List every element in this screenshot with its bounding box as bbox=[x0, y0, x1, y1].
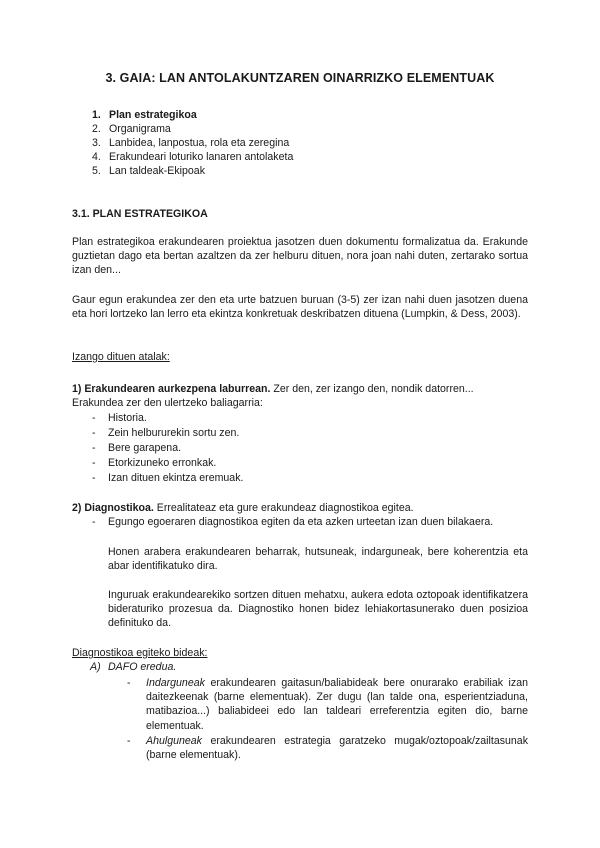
topic-number: 5. bbox=[92, 165, 101, 177]
topic-label: Organigrama bbox=[109, 123, 171, 135]
item-heading-bold: 1) Erakundearen aurkezpena laburrean. bbox=[72, 383, 271, 395]
dash-marker: - bbox=[127, 735, 131, 747]
page-title: 3. GAIA: LAN ANTOLAKUNTZAREN OINARRIZKO ELEMENTUAK bbox=[105, 71, 495, 85]
paragraph: Honen arabera erakundearen beharrak, hutsuneak, indarguneak, bere koherentzia eta abar identifikatuko dira. bbox=[108, 546, 528, 573]
topic-number: 1. bbox=[92, 109, 101, 121]
item-heading bbox=[72, 382, 474, 396]
item-heading-text: Zer den, zer izango den, nondik datorren... bbox=[270, 383, 474, 395]
subheading-bideak: Diagnostikoa egiteko bideak: bbox=[72, 647, 208, 659]
topic-label: Lan taldeak-Ekipoak bbox=[109, 165, 205, 177]
dash-marker: - bbox=[92, 442, 96, 454]
list-item: Egungo egoeraren diagnostikoa egiten da eta azken urteetan izan duen bilakaera. bbox=[108, 516, 494, 528]
topic-number: 2. bbox=[92, 123, 101, 135]
topic-number: 4. bbox=[92, 151, 101, 163]
dafo-text: erakundearen estrategia garatzeko mugak/oztopoak/zailtasunak (barne elementuak). bbox=[146, 735, 528, 762]
paragraph: Inguruak erakundearekiko sortzen dituen mehatxu, aukera edota oztopoak identifikatzera bideraturiko prozesua da. Diagnostiko honen bidez lehiakortasunerako duen posizioa definituko da. bbox=[108, 589, 528, 630]
item-subline: Erakundea zer den ulertzeko baliagarria: bbox=[72, 397, 263, 409]
topic-label: Erakundeari loturiko lanaren antolaketa bbox=[109, 151, 294, 163]
paragraph: Gaur egun erakundea zer den eta urte batzuen buruan (3-5) zer izan nahi duen jasotzen duena eta hori lortzeko lan lerro eta ekintza konkretuak deskribatzen dituena (Lumpkin, & Dess, 2003). bbox=[72, 294, 528, 321]
list-item: Etorkizuneko erronkak. bbox=[108, 457, 217, 469]
dafo-item bbox=[146, 676, 528, 733]
list-item: Izan dituen ekintza eremuak. bbox=[108, 472, 244, 484]
list-item: Historia. bbox=[108, 412, 147, 424]
dafo-item bbox=[146, 734, 528, 762]
dafo-term: Indarguneak bbox=[146, 677, 205, 689]
section-heading: 3.1. PLAN ESTRATEGIKOA bbox=[72, 208, 208, 220]
paragraph: Plan estrategikoa erakundearen proiektua jasotzen duen dokumentu formalizatua da. Erakunde guztietan dago eta bertan azaltzen da zer helburu dituen, nora joan nahi duten, zertarako sortua izan den... bbox=[72, 236, 528, 277]
dash-marker: - bbox=[92, 472, 96, 484]
list-item: Bere garapena. bbox=[108, 442, 182, 454]
dafo-term: Ahulguneak bbox=[146, 735, 202, 747]
item-heading-text: Errealitateaz eta gure erakundeaz diagnostikoa egitea. bbox=[153, 502, 414, 514]
topic-label: Lanbidea, lanpostua, rola eta zeregina bbox=[109, 137, 290, 149]
dash-marker: - bbox=[92, 412, 96, 424]
topic-number: 3. bbox=[92, 137, 101, 149]
dafo-text: erakundearen gaitasun/baliabideak bere onurarako erabiliak izan daitezkeenak (barne elementuak). Zer dugu (lan talde ona, esperientziaduna, matibazioa...) baliabideei edo lan taldeari erreferentzia egiten dio, barne elementuak. bbox=[146, 677, 528, 732]
topic-label: Plan estrategikoa bbox=[109, 109, 197, 121]
dash-marker: - bbox=[127, 677, 131, 689]
list-item: Zein helbururekin sortu zen. bbox=[108, 427, 240, 439]
dafo-title: DAFO eredua. bbox=[108, 661, 177, 673]
dash-marker: - bbox=[92, 427, 96, 439]
dash-marker: - bbox=[92, 516, 96, 528]
item-heading bbox=[72, 501, 414, 515]
item-heading-bold: 2) Diagnostikoa. bbox=[72, 502, 154, 514]
subheading-atalak: Izango dituen atalak: bbox=[72, 351, 170, 363]
dafo-label: A) bbox=[90, 661, 101, 673]
dash-marker: - bbox=[92, 457, 96, 469]
